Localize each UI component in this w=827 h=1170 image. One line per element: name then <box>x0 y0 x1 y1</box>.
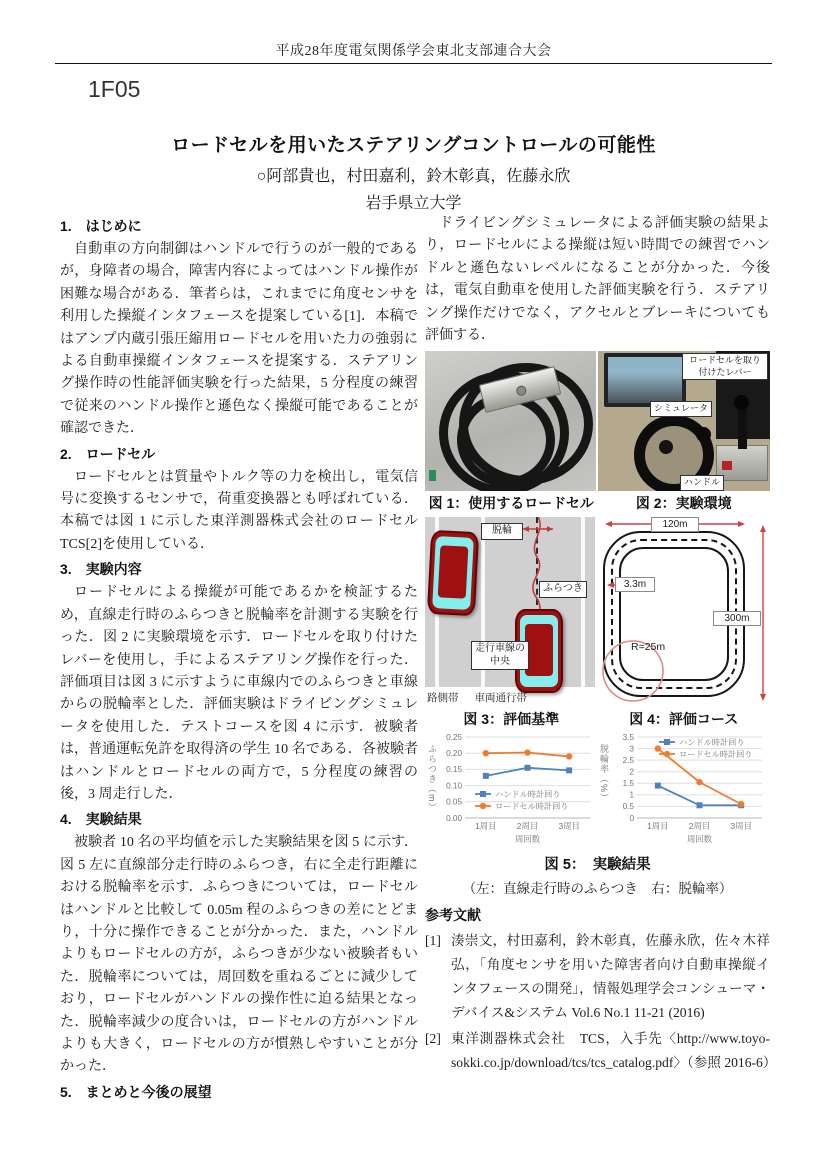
loadcell-lever <box>738 403 747 449</box>
paper-id: 1F05 <box>88 76 141 102</box>
callout-wobble: ふらつき <box>539 581 587 598</box>
wheeloff-chart-ylabel: 脱輪率（%） <box>599 744 609 804</box>
reference-text: 東洋測器株式会社 TCS，入手先〈http://www.toyo-sokki.co.jp/download/tcs/tcs_catalog.pdf〉（参照 2016-6） <box>451 1031 777 1071</box>
svg-text:0.20: 0.20 <box>446 749 462 759</box>
svg-text:ロードセル時計回り: ロードセル時計回り <box>495 802 569 812</box>
road-zone-labels <box>427 690 527 705</box>
figure1-loadcell-photo <box>425 351 596 491</box>
header-divider <box>55 63 772 64</box>
reference-marker: [1] <box>425 933 441 949</box>
svg-text:0.05: 0.05 <box>446 798 462 808</box>
caption-row-2 <box>425 709 770 729</box>
svg-text:2周目: 2周目 <box>688 821 711 832</box>
figure2-environment-photo <box>598 351 770 491</box>
svg-text:2: 2 <box>629 767 634 777</box>
vehicle-lane-label: 車両通行帯 <box>474 693 527 705</box>
steering-wheel-hub <box>659 440 673 454</box>
svg-text:0.25: 0.25 <box>446 733 462 743</box>
loadcell-mount <box>722 461 732 470</box>
lane-width-label: 3.3m <box>615 577 655 592</box>
reference-item <box>425 1027 777 1075</box>
svg-text:ハンドル時計回り: ハンドル時計回り <box>679 738 745 748</box>
wobble-chart-plot <box>425 732 597 850</box>
simulator-monitor <box>604 353 686 407</box>
svg-text:1: 1 <box>629 791 634 801</box>
svg-text:0.10: 0.10 <box>446 781 462 791</box>
svg-text:周回数: 周回数 <box>686 834 713 845</box>
svg-text:0.00: 0.00 <box>446 814 462 824</box>
wobble-chart-ylabel: ふらつき（m） <box>427 744 437 813</box>
svg-text:1周目: 1周目 <box>475 821 497 832</box>
figure5-subcaption: （左：直線走行時のふらつき 右：脱輪率） <box>462 881 733 897</box>
figure-row-photos <box>425 351 770 491</box>
callout-wheel-off: 脱輪 <box>481 523 523 540</box>
callout-handle-label: ハンドル <box>680 475 724 490</box>
callout-simulator-label: シミュレータ <box>650 401 712 416</box>
section-heading-introduction: 1. はじめに <box>60 218 142 234</box>
section-body-experiment: ロードセルによる操縦が可能であるかを検証するため，直線走行時のふらつきと脱輪率を計測する実験を行った．図 2 に実験環境を示す．ロードセルを取り付けたレバーを使用し，手によるステアリング操作を行った．評価項目は図 3 に示すように車線内でのふらつきと車線からの脱輪率とした．評価実験はドライビングシミュレータを使用した．テストコースを図 4 に示す．被験者は，普通運転免許を取得済の学生 10 名である．各被験者はハンドルとロードセルの両方で，5 分程度の練習の後，3 周走行した． <box>60 585 418 802</box>
title-block <box>0 130 827 213</box>
simulator-screen <box>608 357 682 403</box>
section-body-results: 被験者 10 名の平均値を示した実験結果を図 5 に示す．図 5 左に直線部分走行時のふらつき，右に全走行距離における脱輪率を示す．ふらつきについては，ロードセルはハンドルと比較して 0.05m 程のふらつきの差にとどまり，十分に操作できることが分かった．また，ハンドルよりもロードセルの方が，ふらつきが少ない被験者もいた．脱輪率については，周回数を重ねるごとに減少しており，ロードセルがハンドルの操作性に迫る結果となった．脱輪率減少の度合いは，ロードセルの方がハンドルよりも大きく，ロードセルの方が慣熟しやすいことが分かった． <box>60 835 418 1075</box>
reference-item <box>425 929 770 1025</box>
left-column <box>60 213 418 1105</box>
section-body-introduction: 自動車の方向制御はハンドルで行うのが一般的であるが，身障者の場合，障害内容によってはハンドル操作が困難な場合がある．筆者らは，これまでに角度センサを利用した操縦インタフェースを提案している[1]．本稿ではアンプ内蔵引張圧縮用ロードセルを用いた力の強弱による自動車操縦インタフェースを提案する．ステアリング操作時の性能評価実験を行った結果，5 分程度の練習で従来のハンドル操作と遜色なく操縦可能であることが確認できた． <box>60 242 418 437</box>
paper-title: ロードセルを用いたステアリングコントロールの可能性 <box>171 135 656 156</box>
svg-text:1.5: 1.5 <box>622 779 634 789</box>
svg-text:1周目: 1周目 <box>647 821 669 832</box>
callout-lane-center: 走行車線の中央 <box>471 641 529 670</box>
svg-text:0.15: 0.15 <box>446 765 462 775</box>
svg-text:3周目: 3周目 <box>558 821 580 832</box>
cable-connector <box>429 470 436 481</box>
wheeloff-chart-plot <box>597 732 769 850</box>
figure1-caption: 図 1：使用するロードセル <box>428 495 594 512</box>
svg-text:3周目: 3周目 <box>730 821 752 832</box>
section-body-summary: ドライビングシミュレータによる評価実験の結果より，ロードセルによる操縦は短い時間での練習でハンドルと遜色ないレベルになることが分かった．今後は，電気自動車を使用した評価実験を行う．ステアリング操作だけでなく，アクセルとブレーキについても評価する． <box>425 216 770 344</box>
svg-text:2周目: 2周目 <box>516 821 539 832</box>
car-roof <box>525 624 553 676</box>
section-heading-results: 4. 実験結果 <box>60 811 142 828</box>
callout-lever-label: ロードセルを取り付けたレバー <box>682 353 768 380</box>
affiliation-line: 岩手県立大学 <box>365 195 462 212</box>
svg-text:ハンドル時計回り: ハンドル時計回り <box>495 790 561 800</box>
svg-text:0.5: 0.5 <box>622 802 634 812</box>
section-heading-loadcell: 2. ロードセル <box>60 445 156 462</box>
section-body-loadcell: ロードセルとは質量やトルク等の力を検出し，電気信号に変換するセンサで，荷重変換器とも呼ばれている．本稿では図 1 に示した東洋測器株式会社のロードセル TCS[2]を使用している． <box>60 469 418 552</box>
svg-text:3.5: 3.5 <box>622 733 634 743</box>
car-wheel-off <box>427 530 479 616</box>
corner-radius-label: R=25m <box>631 641 666 654</box>
figure4-course-diagram <box>597 517 770 707</box>
section-heading-experiment: 3. 実験内容 <box>60 561 142 578</box>
wheeloff-chart <box>597 732 770 850</box>
figure3-caption: 図 3：評価基準 <box>463 711 560 728</box>
svg-text:周回数: 周回数 <box>514 834 541 845</box>
figure5-charts <box>425 732 770 850</box>
caption-row-1 <box>425 493 770 513</box>
svg-text:2.5: 2.5 <box>622 756 634 766</box>
svg-text:0: 0 <box>629 814 634 824</box>
figure2-caption: 図 2：実験環境 <box>635 495 732 512</box>
svg-text:3: 3 <box>629 744 634 754</box>
right-column <box>425 213 777 1077</box>
reference-text: 湊崇文，村田嘉利，鈴木彰真，佐藤永欣，佐々木祥弘，「角度センサを用いた障害者向け自動車操縦インタフェースの開発」，情報処理学会コンシューマ・デバイス&システム Vol.6 No.1 11-21 (2016) <box>451 933 770 1021</box>
authors-line: ○阿部貴也，村田嘉利，鈴木彰真，佐藤永欣 <box>256 168 571 185</box>
reference-marker: [2] <box>425 1031 441 1047</box>
conference-header: 平成28年度電気関係学会東北支部連合大会 <box>275 44 552 59</box>
course-length-label: 300m <box>713 611 761 626</box>
figure-row-diagrams <box>425 517 770 707</box>
wobble-chart <box>425 732 597 850</box>
figure3-criteria-diagram <box>425 517 595 707</box>
figure5-caption: 図 5： 実験結果 <box>544 857 651 874</box>
figure4-caption: 図 4：評価コース <box>629 711 739 728</box>
references-heading: 参考文献 <box>425 907 481 924</box>
section-heading-summary: 5. まとめと今後の展望 <box>60 1083 212 1100</box>
car-roof <box>438 546 469 599</box>
svg-text:ロードセル時計回り: ロードセル時計回り <box>679 750 753 760</box>
roadside-label: 路側帯 <box>427 693 459 705</box>
loadcell-screw <box>515 385 527 397</box>
course-width-label: 120m <box>651 517 699 532</box>
